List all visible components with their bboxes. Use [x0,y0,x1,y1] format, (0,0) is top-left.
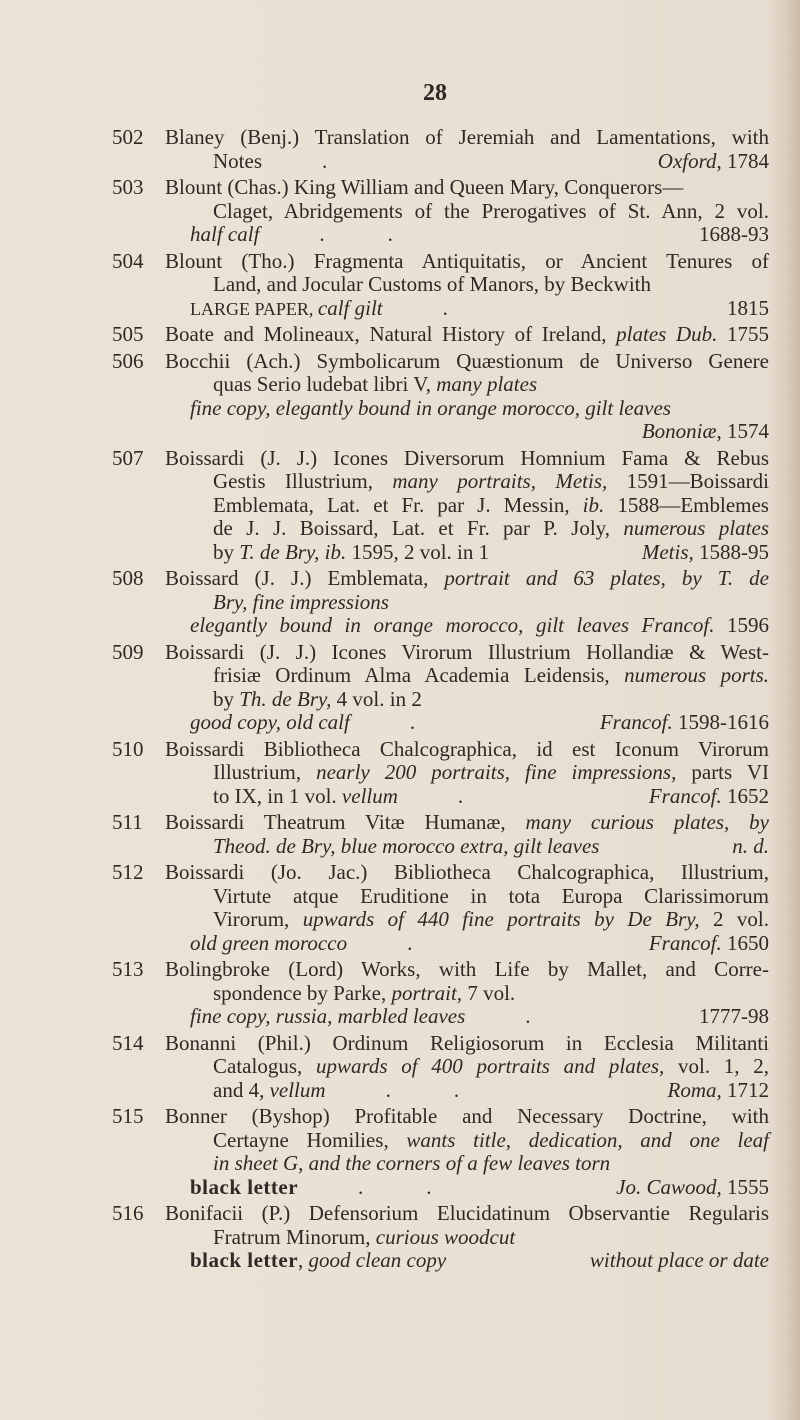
entry-line [112,591,769,615]
entry-line [112,150,769,174]
leader-dots: . . [385,1077,460,1102]
description-text [190,1176,298,1200]
entry-line [112,1129,769,1153]
lot-number: 504 [112,248,144,273]
entry-line [112,982,769,1006]
description-text [213,688,422,712]
text-segment: Francof. [599,710,673,734]
catalog-entry [112,250,769,321]
text-segment: Catalogus, [213,1054,316,1078]
description-text [213,835,599,859]
text-segment: 1596 [714,613,769,637]
text-segment: curious woodcut [375,1224,516,1249]
text-segment: spondence by Parke, [213,980,392,1005]
description-text [165,641,769,665]
leader-dots: . . [319,222,393,246]
catalog-entry [112,861,769,955]
description-text [213,908,769,932]
entry-line [112,420,769,444]
description-text [213,761,769,785]
text-segment: , [298,1248,309,1272]
lot-number: 510 [112,736,144,761]
description-text [165,861,769,885]
entry-line [112,932,769,956]
imprint-text [732,835,769,859]
text-segment: 1598-1616 [672,710,769,734]
catalog-entry [112,641,769,735]
text-segment: Bonner (Byshop) Profitable and Necessary Doctrine, with [165,1104,769,1128]
text-segment: without place or date [589,1248,769,1272]
description-text [213,1152,610,1176]
entry-line [112,273,769,297]
entry-line [112,1249,769,1273]
text-segment: Boissard (J. J.) Emblemata, [165,566,445,590]
entry-line [112,664,769,688]
catalog-entry [112,350,769,444]
catalog-entry [112,447,769,565]
catalog-entry [112,1202,769,1273]
lot-number: 503 [112,175,144,199]
imprint-text [590,1249,769,1273]
imprint-text [642,420,769,444]
imprint-text [616,1176,769,1200]
imprint-text [600,711,769,735]
lot-number: 507 [112,445,144,470]
catalog-entry [112,567,769,638]
entry-line [112,761,769,785]
lot-number: 514 [112,1030,144,1055]
description-text [213,541,489,565]
text-segment: in sheet G, and the corners of a few leaves torn [213,1151,611,1175]
description-text [190,932,347,956]
description-text [165,447,769,471]
text-segment: Bolingbroke (Lord) Works, with Life by Mallet, and Corre- [165,957,769,981]
imprint-text [727,297,769,321]
entry-line [112,541,769,565]
entry-line [112,1105,769,1129]
text-segment: Blount (Tho.) Fragmenta Antiquitatis, or Ancient Tenures of [165,248,769,273]
text-segment: vellum [269,1077,326,1102]
text-segment: good clean copy [308,1248,447,1272]
text-segment: Land, and Jocular Customs of Manors, by Beckwith [213,272,652,296]
catalog-entry [112,958,769,1029]
entry-line [112,614,769,638]
text-segment: calf gilt [317,295,383,320]
text-segment: , 1784 [716,148,769,173]
description-text [190,1249,446,1273]
text-segment: 1755 [717,322,770,346]
text-segment: n. d. [732,833,769,858]
text-segment: by [213,686,240,711]
text-segment: 2 vol. [699,907,770,931]
text-segment: frisiæ Ordinum Alma Academia Leidensis, [213,663,625,687]
text-segment: plates Dub. [616,322,718,346]
description-text [165,738,769,762]
entry-line [112,1226,769,1250]
description-text [213,1129,769,1153]
description-text [213,150,262,174]
lot-number: 513 [112,957,144,981]
entry-line [112,885,769,909]
description-text [190,397,671,421]
text-segment: 1588-95 [693,539,769,564]
description-text [165,1105,769,1129]
description-text [190,297,383,322]
text-segment: 1815 [727,295,769,320]
description-text [165,1032,769,1056]
text-segment: Boissardi (Jo. Jac.) Bibliotheca Chalcographica, Illustrium, [165,860,769,884]
entry-line [112,297,769,321]
text-segment: Oxford [657,148,717,173]
text-segment: many plates [436,372,538,396]
catalog-entries [112,126,769,1273]
text-segment: many portraits, Metis, [392,469,608,493]
text-segment: 1777-98 [699,1004,769,1028]
entry-line [112,688,769,712]
text-segment: 1652 [721,783,769,808]
lot-number: 512 [112,860,144,884]
text-segment: vol. 1, 2, [664,1054,770,1078]
text-segment: Blaney (Benj.) Translation of Jeremiah and Lamentations, with [165,125,769,149]
text-segment: Blount (Chas.) King William and Queen Mary, Conquerors— [165,175,684,199]
text-segment: Gestis Illustrium, [213,469,393,493]
text-segment: and 4, [213,1077,270,1102]
imprint-text [699,1005,769,1029]
text-segment: Boissardi Theatrum Vitæ Humanæ, [165,810,526,834]
text-segment: Certayne Homilies, [213,1127,407,1152]
entry-line [112,958,769,982]
description-text [165,350,769,374]
entry-line [112,811,769,835]
entry-line [112,126,769,150]
text-segment: nearly 200 portraits, fine impressions, [316,760,677,784]
text-segment: by [213,539,240,564]
description-text [165,176,683,200]
description-text [213,1226,515,1250]
description-text [213,885,769,909]
entry-line [112,250,769,274]
text-segment: upwards of 400 portraits and plates, [315,1054,665,1078]
imprint-text [642,541,769,565]
text-segment: 1688-93 [699,222,769,246]
page-number: 28 [423,80,447,106]
text-segment: half calf [190,222,260,246]
description-text [165,126,769,150]
description-text [190,614,769,638]
description-text [213,470,769,494]
leader-dots: . [322,148,328,173]
entry-line [112,176,769,200]
description-text [213,785,398,809]
description-text [213,1079,326,1103]
text-segment: Theod. de Bry, blue morocco extra, gilt leaves [213,833,600,858]
leader-dots: . [442,295,448,320]
catalog-entry [112,1105,769,1199]
text-segment: Virorum, [213,907,303,931]
text-segment: Boissardi (J. J.) Icones Diversorum Homnium Fama & Rebus [165,445,769,470]
description-text [165,1202,769,1226]
catalog-entry [112,1032,769,1103]
text-segment: to IX, in 1 vol. [213,783,342,808]
text-segment: Emblemata, Lat. et Fr. par J. Messin, [213,492,583,517]
description-text [213,591,389,615]
entry-line [112,373,769,397]
text-segment: upwards of 440 fine portraits by De Bry, [302,907,700,931]
description-text [213,200,769,224]
imprint-text [649,785,769,809]
imprint-text [668,1079,770,1103]
catalog-entry [112,126,769,173]
catalog-entry [112,176,769,247]
entry-line [112,567,769,591]
entry-line [112,835,769,859]
description-text [190,1005,465,1029]
text-segment: numerous ports. [624,663,770,687]
text-segment: Virtute atque Eruditione in tota Europa Clarissimorum [213,883,769,908]
description-text [165,323,769,347]
text-segment: Claget, Abridgements of the Prerogatives of St. Ann, 2 vol. [213,198,769,223]
description-text [190,711,350,735]
entry-line [112,1202,769,1226]
text-segment: LARGE PAPER, [190,298,318,319]
text-segment: Bonifacii (P.) Defensorium Elucidatinum Observantie Regularis [165,1201,769,1225]
leader-dots: . . [358,1174,432,1199]
entry-line [112,323,769,347]
text-segment: Boissardi Bibliotheca Chalcographica, id est Iconum Virorum [165,736,769,761]
lot-number: 515 [112,1104,144,1128]
lot-number: 508 [112,566,144,590]
text-segment: Bocchii (Ach.) Symbolicarum Quæstionum de Universo Genere [165,348,769,373]
text-segment: Notes [213,148,262,173]
lot-number: 502 [112,125,144,149]
text-segment: 1650 [721,930,769,955]
text-segment: black letter [190,1174,299,1199]
catalog-entry [112,323,769,347]
text-segment: , 1574 [716,419,769,443]
description-text [190,223,259,247]
text-segment: Th. de Bry, [239,686,332,711]
text-segment: Boate and Molineaux, Natural History of Ireland, [165,322,617,346]
text-segment: Francof. [648,930,722,955]
entry-line [112,711,769,735]
text-segment: fine copy, russia, marbled leaves [190,1004,466,1028]
entry-line [112,1055,769,1079]
description-text [213,1055,769,1079]
text-segment: ib. [582,492,605,517]
description-text [213,373,537,397]
entry-line [112,641,769,665]
text-segment: Metis, [641,539,694,564]
text-segment: old green morocco [190,930,348,955]
entry-line [112,1176,769,1200]
text-segment: numerous plates [623,516,769,540]
text-segment: portrait and 63 plates, by T. de [444,566,769,590]
entry-line [112,350,769,374]
text-segment: 1588—Emblemes [604,492,769,517]
catalog-entry [112,811,769,858]
imprint-text [658,150,769,174]
text-segment: Illustrium, [213,760,317,784]
text-segment: Jo. Cawood, [616,1174,722,1199]
description-text [213,982,515,1006]
text-segment: Bononiæ [641,419,717,443]
text-segment: wants title, dedication, and one leaf [406,1127,769,1152]
catalog-entry [112,738,769,809]
entry-line [112,908,769,932]
text-segment: Bonanni (Phil.) Ordinum Religiosorum in Ecclesia Militanti [165,1030,769,1055]
imprint-text [649,932,769,956]
lot-number: 511 [112,810,143,834]
lot-number: 509 [112,639,144,664]
text-segment: de J. J. Boissard, Lat. et Fr. par P. Joly, [213,516,624,540]
text-segment: 4 vol. in 2 [331,686,422,711]
text-segment: 1591—Boissardi [607,469,769,493]
text-segment: 1712 [721,1077,769,1102]
text-segment: Roma, [667,1077,722,1102]
description-text [165,811,769,835]
description-text [165,567,769,591]
text-segment: 1595, 2 vol. in 1 [346,539,490,564]
text-segment: Fratrum Minorum, [213,1224,376,1249]
leader-dots: . [457,783,464,808]
text-segment: black letter [190,1248,299,1272]
text-segment: portrait, [391,980,463,1005]
entry-line [112,785,769,809]
entry-line [112,397,769,421]
entry-line [112,200,769,224]
entry-line [112,470,769,494]
text-segment: 1555 [721,1174,769,1199]
entry-line [112,447,769,471]
description-text [213,664,769,688]
entry-line [112,1079,769,1103]
text-segment: many curious plates, by [525,810,769,834]
description-text [213,273,651,297]
description-text [213,517,769,541]
text-segment: Francof. [648,783,722,808]
entry-line [112,861,769,885]
leader-dots: . [525,1004,531,1028]
entry-line [112,738,769,762]
text-segment: Bry, fine impressions [213,589,389,614]
lot-number: 505 [112,322,144,346]
description-text [213,494,769,518]
text-segment: quas Serio ludebat libri V, [213,372,437,396]
lot-number: 516 [112,1201,144,1225]
text-segment: fine copy, elegantly bound in orange morocco, gilt leaves [190,395,671,420]
description-text [165,958,769,982]
text-segment: T. de Bry, ib. [239,539,347,564]
leader-dots: . [407,930,413,955]
description-text [165,250,769,274]
entry-line [112,223,769,247]
text-segment: good copy, old calf [190,710,350,734]
text-segment: elegantly bound in orange morocco, gilt leaves Francof. [190,613,715,637]
entry-line [112,1152,769,1176]
entry-line [112,1032,769,1056]
entry-line [112,517,769,541]
text-segment: parts VI [676,760,769,784]
imprint-text [699,223,769,247]
lot-number: 506 [112,348,144,373]
entry-line [112,494,769,518]
text-segment: 7 vol. [462,980,516,1005]
entry-line [112,1005,769,1029]
text-segment: vellum [341,783,398,808]
leader-dots: . [409,710,416,734]
text-segment: Boissardi (J. J.) Icones Virorum Illustrium Hollandiæ & West- [165,639,769,664]
